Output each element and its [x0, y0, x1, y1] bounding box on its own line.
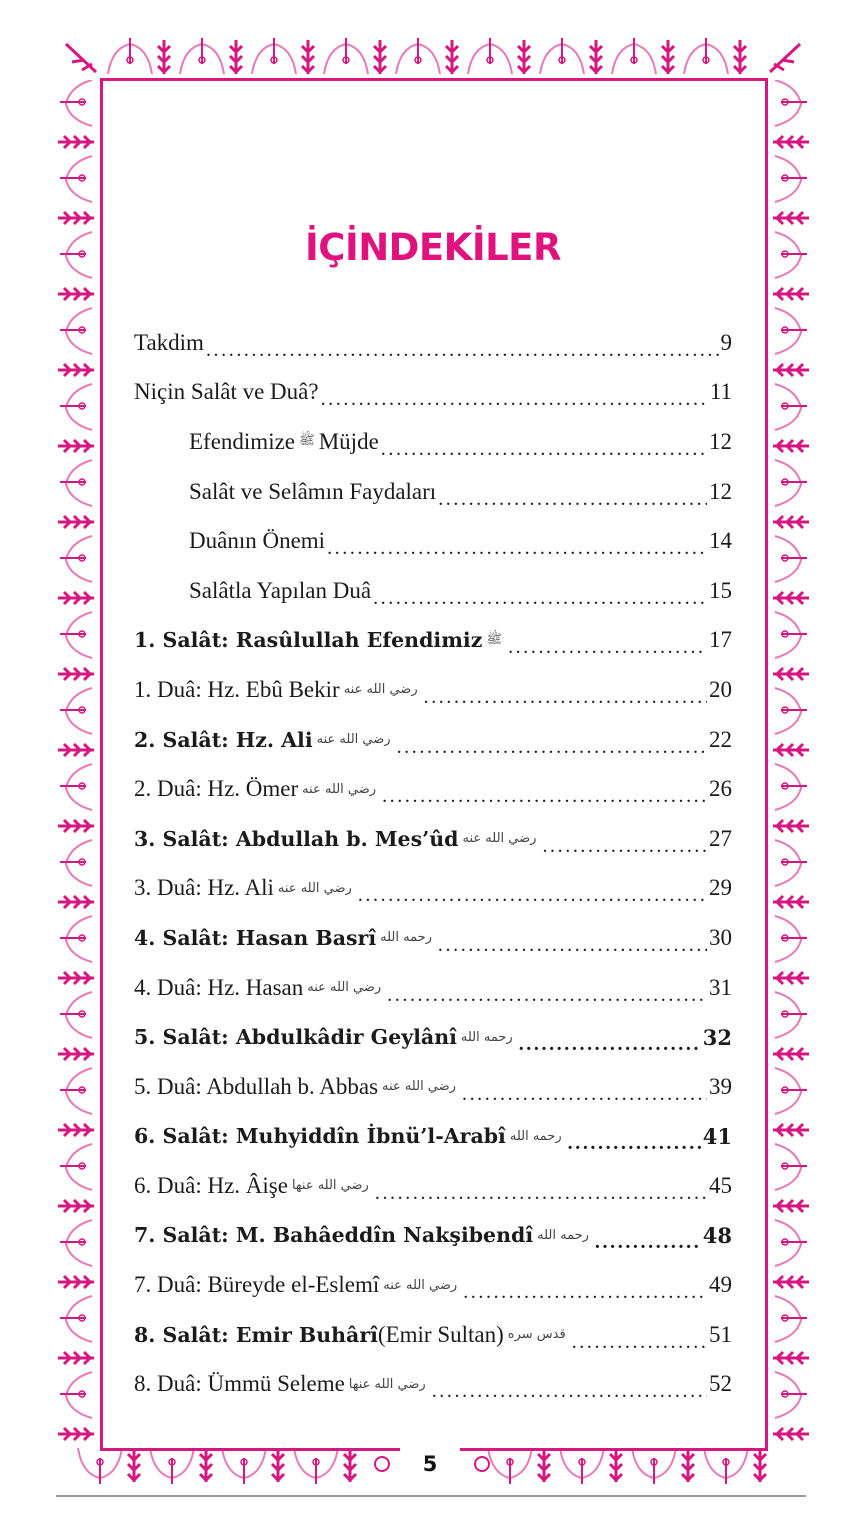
toc-entry-page: 52 — [709, 1371, 732, 1397]
leader-dots — [508, 633, 707, 655]
honorific-calligraphy-icon: رضي الله عنه — [316, 732, 391, 748]
toc-entry-page: 32 — [702, 1024, 732, 1050]
toc-entry-dua[interactable] — [134, 1359, 732, 1409]
toc-entry-label: 6. Duâ: Hz. Âişe — [134, 1172, 288, 1198]
leader-dots — [373, 584, 707, 606]
leader-dots — [432, 1377, 707, 1399]
table-of-contents — [134, 318, 732, 1409]
leader-dots — [463, 1278, 707, 1300]
toc-entry-page: 27 — [709, 825, 732, 851]
page-title: İÇİNDEKİLER — [305, 226, 561, 269]
frame-line-right — [765, 78, 768, 1451]
honorific-calligraphy-icon: رضي الله عنه — [307, 980, 382, 996]
toc-entry-page: 11 — [709, 379, 732, 405]
toc-entry-label: 6. Salât: Muhyiddîn İbnü’l-Arabî — [134, 1124, 506, 1149]
toc-entry-label: 2. Salât: Hz. Ali — [134, 727, 313, 752]
ornamental-border-left-icon — [56, 80, 100, 1446]
page-number-container — [400, 1444, 460, 1484]
toc-entry-label: Niçin Salât ve Duâ? — [134, 379, 319, 405]
toc-entry-label: 4. Duâ: Hz. Hasan — [134, 974, 304, 1000]
toc-entry-page: 15 — [709, 577, 732, 603]
toc-entry-page: 12 — [709, 428, 732, 454]
leader-dots — [327, 534, 707, 556]
honorific-calligraphy-icon: رحمه الله — [509, 1128, 562, 1144]
leader-dots — [381, 435, 707, 457]
toc-entry-label: 1. Salât: Rasûlullah Efendimiz — [134, 628, 483, 653]
toc-entry-page: 9 — [720, 329, 732, 355]
toc-entry-salat[interactable] — [134, 715, 732, 765]
leader-dots — [438, 931, 707, 953]
toc-entry[interactable] — [134, 417, 732, 467]
toc-entry-dua[interactable] — [134, 864, 732, 914]
honorific-calligraphy-icon: رضي الله عنه — [383, 1277, 458, 1293]
leader-dots — [321, 385, 708, 407]
toc-entry-dua[interactable] — [134, 1260, 732, 1310]
honorific-calligraphy-icon: رضي الله عنه — [343, 682, 418, 698]
honorific-calligraphy-icon: رضي الله عنه — [302, 781, 377, 797]
toc-entry-dua[interactable] — [134, 665, 732, 715]
honorific-calligraphy-icon: رضي الله عنها — [348, 1376, 426, 1392]
toc-entry-salat[interactable] — [134, 814, 732, 864]
toc-entry-page: 45 — [709, 1172, 732, 1198]
toc-entry-label: Takdim — [134, 329, 204, 355]
toc-entry-page: 30 — [709, 924, 732, 950]
toc-entry-label: 8. Salât: Emir Buhârî — [134, 1322, 378, 1347]
toc-entry-label: Salât ve Selâmın Faydaları — [189, 478, 437, 504]
leader-dots — [462, 1080, 707, 1102]
honorific-calligraphy-icon: رضي الله عنه — [277, 880, 352, 896]
leader-dots — [568, 1129, 701, 1151]
leader-dots — [424, 683, 707, 705]
honorific-calligraphy-icon: رحمه الله — [460, 1029, 513, 1045]
leader-dots — [542, 832, 707, 854]
toc-entry[interactable] — [134, 516, 732, 566]
toc-entry-label: 8. Duâ: Ümmü Seleme — [134, 1371, 345, 1397]
toc-entry-label: 3. Duâ: Hz. Ali — [134, 875, 274, 901]
toc-entry-dua[interactable] — [134, 963, 732, 1013]
honorific-calligraphy-icon: ﷺ — [299, 433, 315, 449]
toc-entry-label: 1. Duâ: Hz. Ebû Bekir — [134, 676, 340, 702]
honorific-calligraphy-icon: رحمه الله — [380, 930, 432, 946]
leader-dots — [397, 733, 707, 755]
toc-entry-label: Duânın Önemi — [189, 528, 326, 554]
honorific-calligraphy-icon: قدس سره — [507, 1327, 566, 1343]
leader-dots — [206, 336, 719, 358]
toc-entry-salat[interactable] — [134, 616, 732, 666]
toc-entry-page: 12 — [709, 478, 732, 504]
toc-entry-page: 20 — [709, 676, 732, 702]
toc-entry-label: 7. Duâ: Büreyde el-Eslemî — [134, 1272, 380, 1298]
toc-entry-page: 48 — [702, 1222, 732, 1248]
honorific-calligraphy-icon: رحمه الله — [537, 1227, 589, 1243]
toc-entry-label: Efendimize — [189, 428, 296, 454]
leader-dots — [387, 981, 707, 1003]
toc-entry-page: 31 — [709, 974, 732, 1000]
toc-entry-label: 7. Salât: M. Bahâeddîn Nakşibendî — [134, 1223, 534, 1248]
toc-entry-page: 29 — [709, 875, 732, 901]
toc-entry-label: 5. Salât: Abdulkâdir Geylânî — [134, 1025, 457, 1050]
frame-line-top — [100, 78, 768, 81]
honorific-calligraphy-icon: رضي الله عنه — [462, 831, 537, 847]
toc-entry-label: Salâtla Yapılan Duâ — [189, 577, 372, 603]
honorific-calligraphy-icon: رضي الله عنها — [291, 1178, 369, 1194]
toc-entry[interactable] — [134, 566, 732, 616]
toc-entry-salat[interactable] — [134, 1112, 732, 1162]
toc-entry-page: 39 — [709, 1073, 732, 1099]
ornamental-border-top-icon — [62, 34, 804, 78]
toc-entry-salat[interactable] — [134, 1012, 732, 1062]
toc-entry-salat[interactable] — [134, 913, 732, 963]
page-bottom-rule — [56, 1495, 806, 1497]
toc-entry-label-suffix: Müjde — [318, 428, 379, 454]
leader-dots — [382, 782, 707, 804]
toc-entry-salat[interactable] — [134, 1211, 732, 1261]
toc-entry-page: 26 — [709, 776, 732, 802]
honorific-calligraphy-icon: رضي الله عنه — [382, 1079, 456, 1095]
page-number: 5 — [422, 1452, 438, 1476]
toc-entry-page: 22 — [709, 726, 732, 752]
toc-entry-label: 2. Duâ: Hz. Ömer — [134, 776, 299, 802]
leader-dots — [595, 1228, 701, 1250]
toc-entry-dua[interactable] — [134, 764, 732, 814]
toc-entry-page: 51 — [709, 1321, 732, 1347]
toc-entry-label: 4. Salât: Hasan Basrî — [134, 925, 377, 950]
toc-entry-page: 14 — [709, 528, 732, 554]
leader-dots — [358, 881, 707, 903]
toc-entry-salat[interactable] — [134, 1310, 732, 1360]
toc-entry[interactable] — [134, 318, 732, 368]
toc-entry-label: 5. Duâ: Abdullah b. Abbas — [134, 1073, 379, 1099]
frame-line-left — [100, 78, 103, 1451]
toc-entry-dua[interactable] — [134, 1161, 732, 1211]
toc-entry-label-parenthetical: (Emir Sultan) — [377, 1321, 504, 1347]
toc-entry-page: 49 — [709, 1272, 732, 1298]
leader-dots — [438, 485, 707, 507]
toc-entry[interactable] — [134, 467, 732, 517]
leader-dots — [519, 1030, 701, 1052]
toc-entry-label: 3. Salât: Abdullah b. Mes’ûd — [134, 826, 459, 851]
toc-entry-dua[interactable] — [134, 1062, 732, 1112]
toc-entry[interactable] — [134, 368, 732, 418]
leader-dots — [375, 1179, 707, 1201]
ornamental-border-right-icon — [767, 80, 811, 1446]
honorific-calligraphy-icon: ﷺ — [486, 631, 503, 647]
toc-entry-page: 17 — [709, 627, 732, 653]
leader-dots — [572, 1328, 707, 1350]
toc-entry-page: 41 — [702, 1123, 732, 1149]
